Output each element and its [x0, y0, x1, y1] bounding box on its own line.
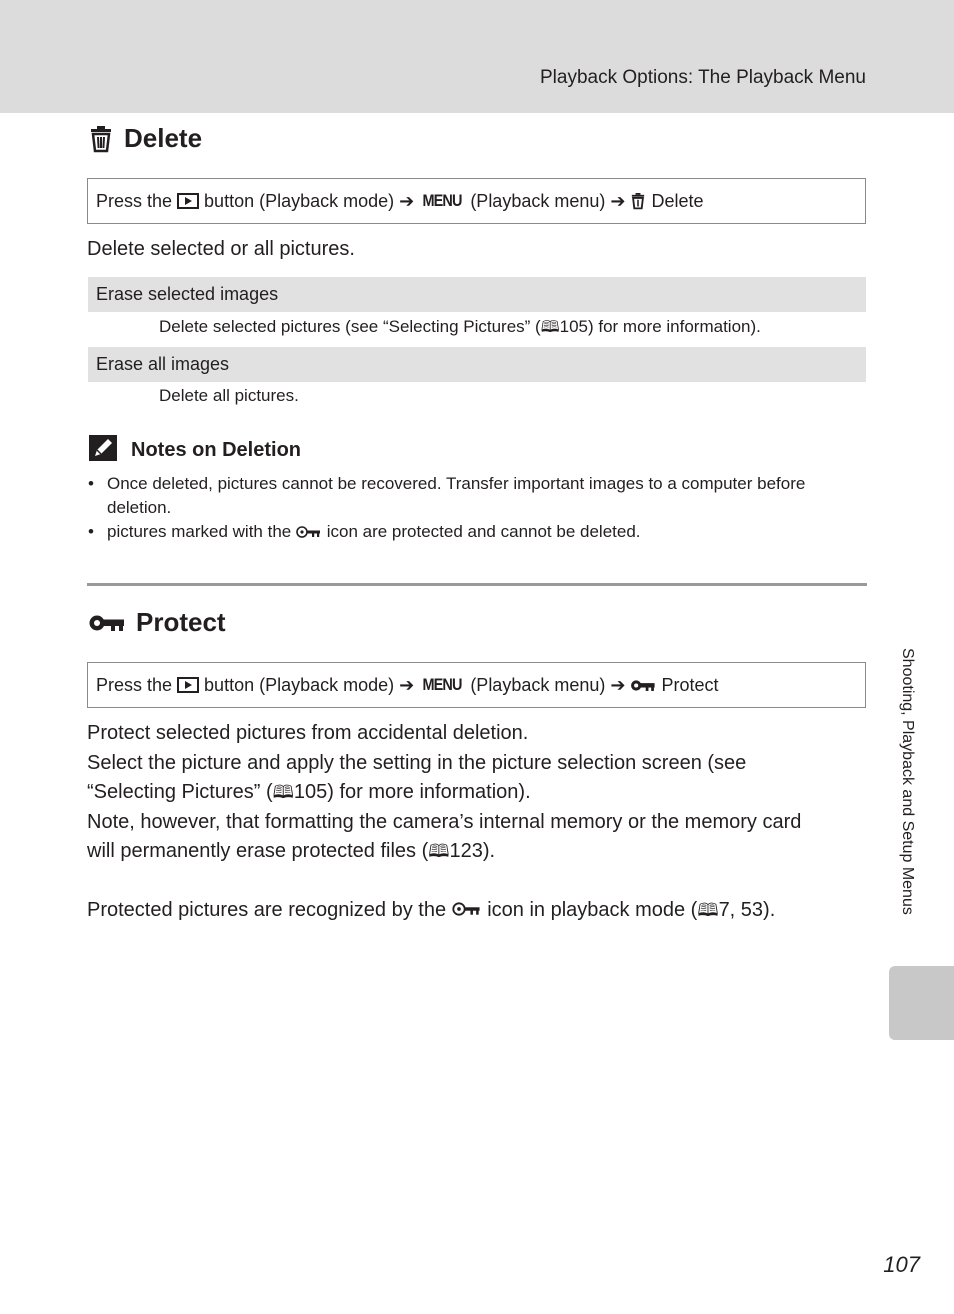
paragraph-line	[87, 778, 867, 808]
header-band	[0, 0, 954, 113]
side-chapter-label	[898, 648, 918, 953]
bullet-line: deletion.	[107, 498, 172, 517]
option-description	[159, 316, 761, 343]
page-ref: 105	[293, 781, 328, 803]
text: icon in playback mode (	[487, 899, 698, 921]
protect-body	[87, 719, 867, 927]
side-label-text: Shooting, Playback and Setup Menus	[899, 648, 916, 915]
bullet-text	[107, 472, 805, 520]
menu-button-icon: MENU	[422, 675, 462, 694]
text: ).	[482, 840, 496, 862]
playback-button-icon	[177, 677, 199, 693]
trash-icon	[630, 192, 646, 210]
key-icon	[88, 612, 126, 634]
option-description: Delete all pictures.	[159, 386, 299, 405]
nav-button-mode: button (Playback mode)	[204, 190, 395, 211]
delete-nav-path	[87, 178, 866, 224]
arrow-icon: ➔	[610, 674, 626, 695]
bullet-line: pictures marked with the	[107, 522, 292, 541]
paragraph-line	[87, 837, 867, 867]
protect-section-title	[88, 607, 226, 638]
option-row-erase-selected	[88, 277, 866, 312]
nav-target: Protect	[661, 674, 719, 695]
option-row-erase-all	[88, 347, 866, 382]
page-ref: 105	[559, 317, 588, 336]
nav-menu-label: (Playback menu)	[470, 674, 606, 695]
description-text: Delete selected pictures (see “Selecting Pictures” (	[159, 317, 541, 336]
bullet-text	[107, 520, 641, 546]
text: Protected pictures are recognized by the	[87, 899, 447, 921]
nav-press-text: Press the	[96, 190, 173, 211]
protect-title-text: Protect	[136, 607, 226, 637]
bullet-dot: •	[88, 474, 94, 493]
protect-key-icon	[452, 897, 482, 927]
chapter-tab	[889, 966, 954, 1040]
delete-title-text: Delete	[124, 123, 203, 153]
trash-icon	[88, 125, 114, 153]
text: “Selecting Pictures” (	[87, 781, 273, 803]
list-item	[88, 472, 848, 520]
bullet-line: icon are protected and cannot be deleted.	[326, 522, 641, 541]
paragraph-line	[87, 896, 867, 927]
delete-intro: Delete selected or all pictures.	[87, 238, 355, 260]
list-item	[88, 520, 848, 546]
text: ) for more information).	[327, 781, 531, 803]
delete-section-title	[88, 123, 202, 154]
arrow-icon: ➔	[610, 190, 626, 211]
book-icon: 🕮	[428, 841, 450, 862]
key-icon	[630, 678, 656, 693]
paragraph: Protect selected pictures from accidental deletion.	[87, 722, 529, 744]
playback-button-icon	[177, 193, 199, 209]
nav-menu-label: (Playback menu)	[470, 190, 606, 211]
text: will permanently erase protected files (	[87, 840, 429, 862]
book-icon: 🕮	[697, 900, 719, 921]
paragraph-line: Note, however, that formatting the camera’s internal memory or the memory card	[87, 810, 802, 833]
nav-press-text: Press the	[96, 674, 173, 695]
nav-button-mode: button (Playback mode)	[204, 674, 395, 695]
page-ref: 7, 53	[718, 899, 764, 921]
notes-title: Notes on Deletion	[131, 439, 302, 461]
running-header: Playback Options: The Playback Menu	[540, 67, 866, 88]
nav-target: Delete	[651, 190, 704, 211]
book-icon: 🕮	[540, 317, 560, 336]
option-label: Erase selected images	[96, 284, 279, 304]
menu-button-icon: MENU	[422, 191, 462, 210]
arrow-icon: ➔	[399, 190, 415, 211]
text: ).	[763, 899, 776, 921]
bullet-dot: •	[88, 522, 94, 541]
spacer	[87, 867, 867, 897]
paragraph-line: Select the picture and apply the setting in the picture selection screen (see	[87, 751, 747, 774]
arrow-icon: ➔	[399, 674, 415, 695]
book-icon: 🕮	[272, 782, 294, 803]
section-divider	[87, 583, 867, 586]
description-text-end: ) for more information).	[587, 317, 761, 336]
page-ref: 123	[449, 840, 483, 862]
protect-key-icon	[296, 522, 322, 546]
protect-nav-path	[87, 662, 866, 708]
bullet-line: Once deleted, pictures cannot be recovered. Transfer important images to a computer before	[107, 474, 806, 493]
page-number: 107	[883, 1252, 920, 1277]
option-label: Erase all images	[96, 354, 230, 374]
pencil-note-icon	[88, 434, 118, 462]
